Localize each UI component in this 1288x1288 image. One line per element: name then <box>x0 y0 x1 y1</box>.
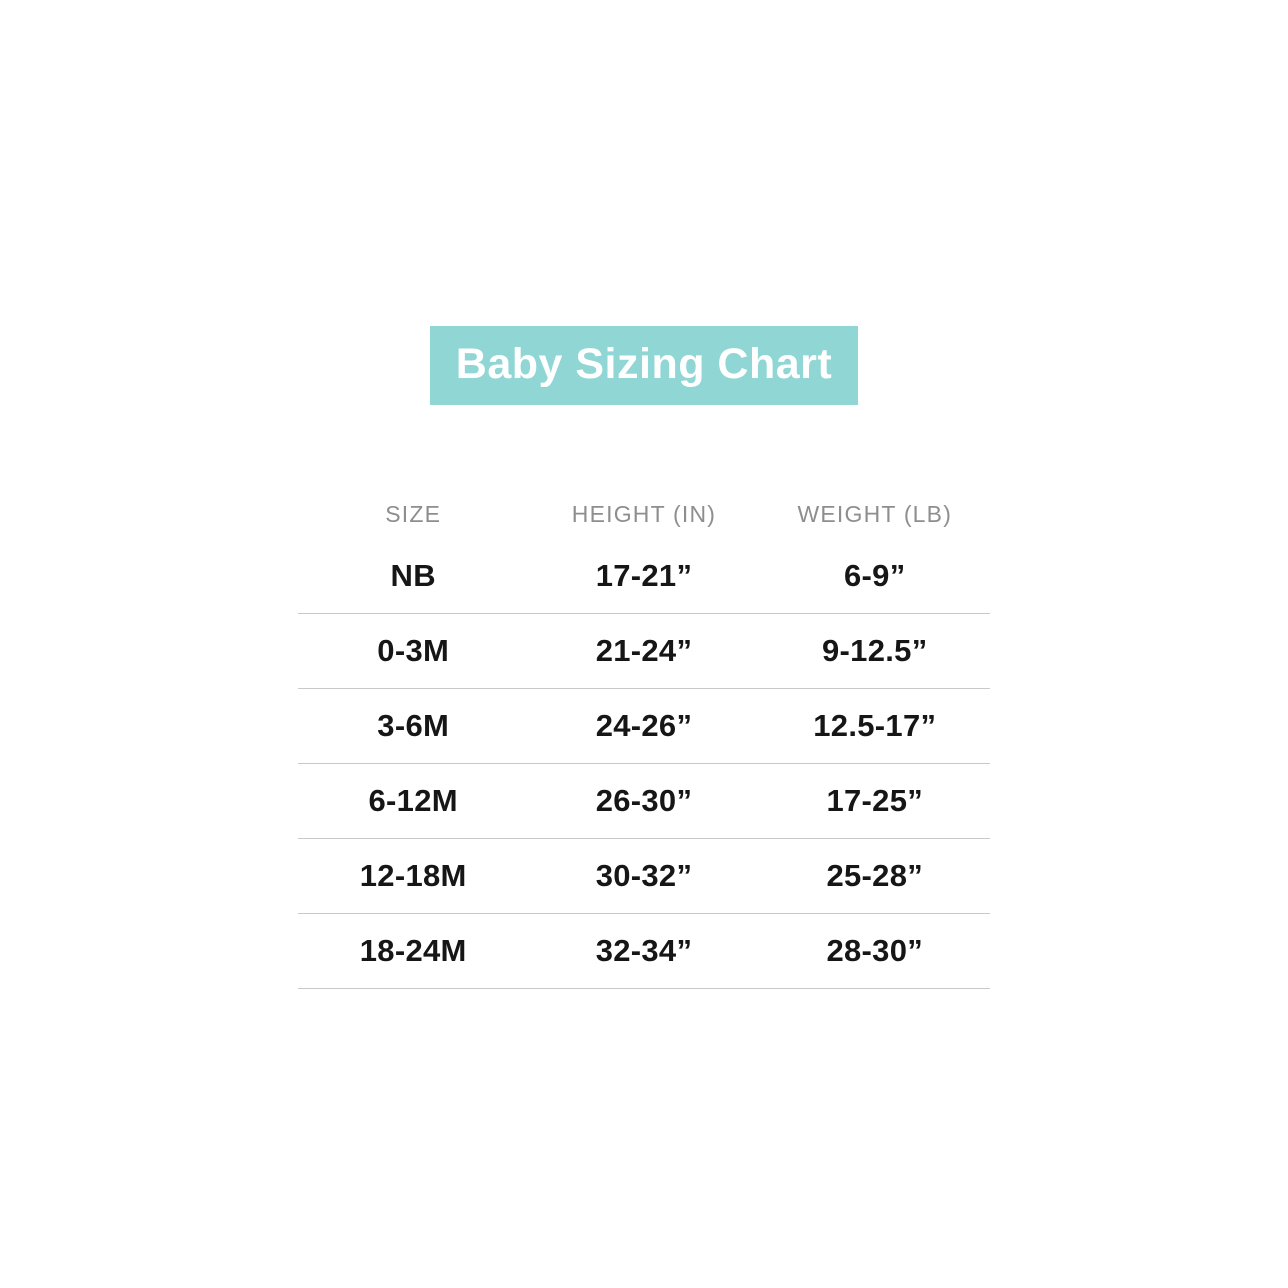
cell-height: 21-24” <box>528 614 759 689</box>
page-title: Baby Sizing Chart <box>430 326 858 405</box>
cell-size: NB <box>298 550 528 614</box>
table-row <box>298 914 990 989</box>
table-row <box>298 764 990 839</box>
cell-weight: 6-9” <box>760 550 990 614</box>
cell-weight: 12.5-17” <box>760 689 990 764</box>
cell-height: 32-34” <box>528 914 759 989</box>
cell-height: 17-21” <box>528 550 759 614</box>
cell-size: 12-18M <box>298 839 528 914</box>
cell-weight: 25-28” <box>760 839 990 914</box>
cell-height: 30-32” <box>528 839 759 914</box>
cell-height: 24-26” <box>528 689 759 764</box>
table-row <box>298 614 990 689</box>
cell-height: 26-30” <box>528 764 759 839</box>
sizing-table <box>298 500 990 989</box>
column-header-height: HEIGHT (IN) <box>571 501 717 527</box>
title-container <box>0 326 1288 405</box>
cell-weight: 9-12.5” <box>760 614 990 689</box>
cell-size: 6-12M <box>298 764 528 839</box>
table-header <box>298 500 990 550</box>
table-row <box>298 689 990 764</box>
cell-size: 3-6M <box>298 689 528 764</box>
table-row <box>298 839 990 914</box>
cell-size: 18-24M <box>298 914 528 989</box>
sizing-table-container <box>298 500 990 989</box>
cell-weight: 28-30” <box>760 914 990 989</box>
cell-weight: 17-25” <box>760 764 990 839</box>
table-body <box>298 550 990 989</box>
cell-size: 0-3M <box>298 614 528 689</box>
table-row <box>298 550 990 614</box>
column-header-weight: WEIGHT (LB) <box>797 501 953 527</box>
table-header-row <box>298 500 990 550</box>
column-header-size: SIZE <box>385 501 442 527</box>
